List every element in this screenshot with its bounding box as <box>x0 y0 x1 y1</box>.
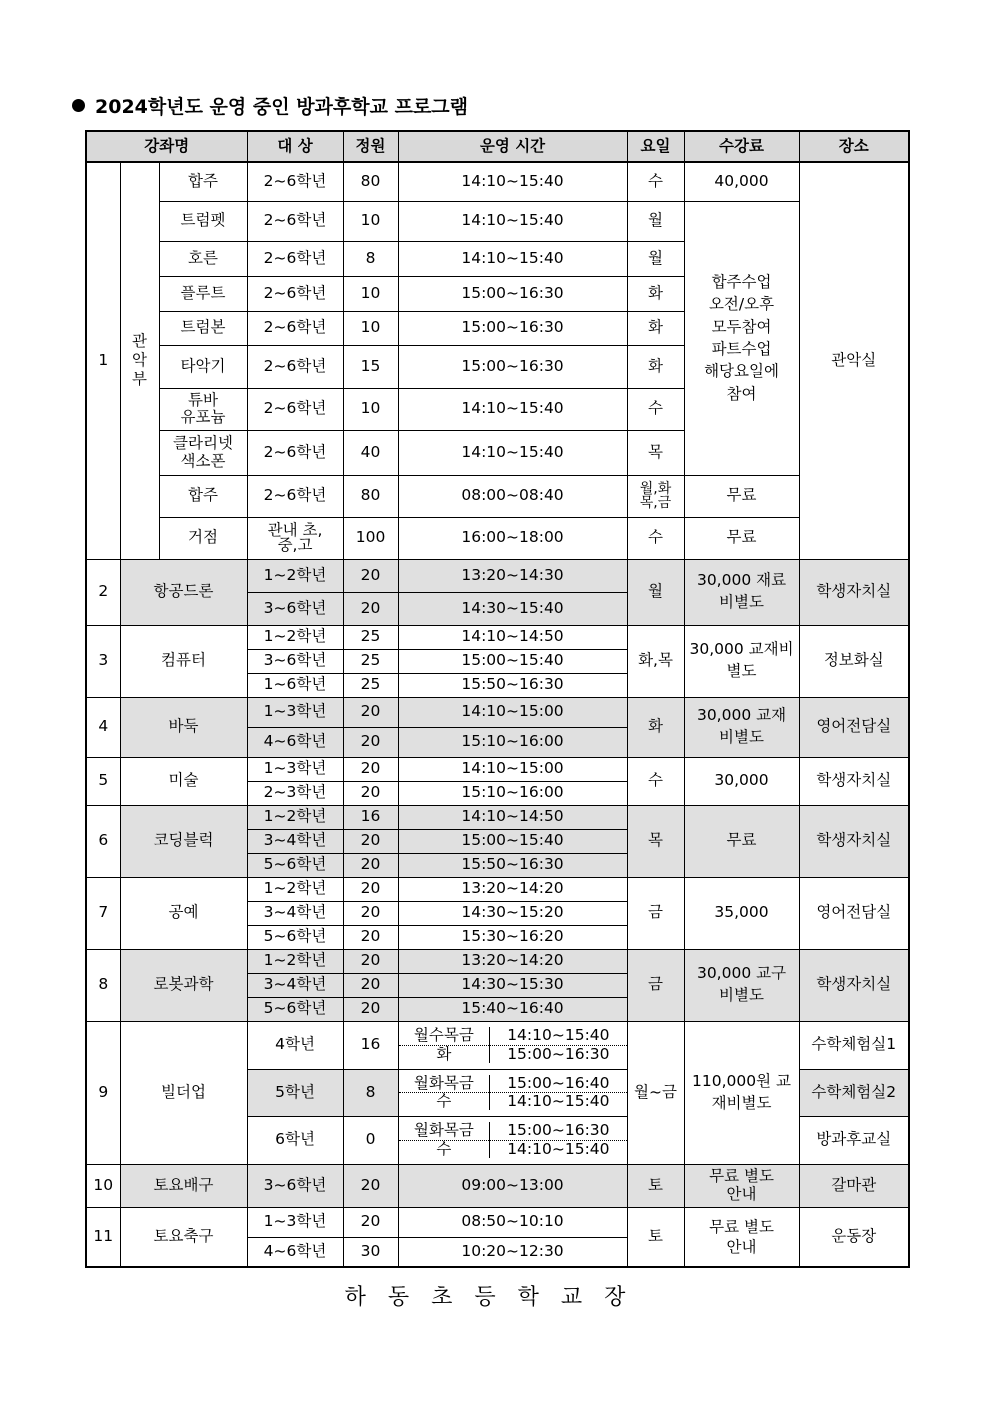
time: 14:10~15:40 <box>507 1092 610 1110</box>
fee: 무료 <box>684 517 799 559</box>
fee: 35,000 <box>684 877 799 949</box>
row-number: 1 <box>86 162 120 559</box>
capacity: 20 <box>343 781 398 805</box>
course-name: 클라리넷 색소폰 <box>159 430 247 475</box>
capacity: 25 <box>343 625 398 649</box>
time: 15:00~16:30 <box>398 276 627 311</box>
schedule-days: 수 <box>399 1093 490 1111</box>
target-grade: 2~6학년 <box>247 201 343 241</box>
day: 월 <box>627 201 684 241</box>
place: 학생자치실 <box>799 757 909 805</box>
capacity: 20 <box>343 829 398 853</box>
time-schedule <box>398 1116 627 1164</box>
day: 월~금 <box>627 1021 684 1164</box>
fee: 30,000 <box>684 757 799 805</box>
capacity: 15 <box>343 345 398 388</box>
capacity: 16 <box>343 805 398 829</box>
row-number: 6 <box>86 805 120 877</box>
target-grade: 5~6학년 <box>247 997 343 1021</box>
day: 화 <box>627 311 684 345</box>
course-name: 공예 <box>120 877 247 949</box>
row-number: 3 <box>86 625 120 697</box>
time: 14:10~15:40 <box>490 1027 627 1045</box>
course-name: 합주 <box>159 475 247 517</box>
course-name: 바둑 <box>120 697 247 757</box>
time: 10:20~12:30 <box>398 1237 627 1267</box>
place: 영어전담실 <box>799 877 909 949</box>
target-grade: 1~2학년 <box>247 625 343 649</box>
day: 화,목 <box>627 625 684 697</box>
time: 14:30~15:20 <box>398 901 627 925</box>
time: 08:00~08:40 <box>398 475 627 517</box>
program-table <box>85 130 910 1268</box>
capacity: 10 <box>343 201 398 241</box>
course-name: 로봇과학 <box>120 949 247 1021</box>
school-principal-signature: 하동초등학교장 <box>344 1285 648 1310</box>
day: 월 <box>627 241 684 276</box>
fee: 110,000원 교재비별도 <box>684 1021 799 1164</box>
target-grade: 3~6학년 <box>247 592 343 625</box>
course-name: 트럼본 <box>159 311 247 345</box>
target-grade: 1~2학년 <box>247 559 343 592</box>
schedule-days: 월화목금 <box>399 1075 490 1093</box>
capacity: 20 <box>343 757 398 781</box>
time: 14:10~15:40 <box>398 388 627 430</box>
course-name: 트럼펫 <box>159 201 247 241</box>
course-name: 토요축구 <box>120 1207 247 1267</box>
header-time: 운영 시간 <box>398 131 627 162</box>
fee: 40,000 <box>684 162 799 201</box>
fee: 무료 별도안내 <box>684 1164 799 1207</box>
table-row <box>86 1164 909 1207</box>
time: 15:10~16:00 <box>398 727 627 757</box>
target-grade: 1~2학년 <box>247 805 343 829</box>
header-fee: 수강료 <box>684 131 799 162</box>
table-row <box>86 949 909 973</box>
capacity: 0 <box>343 1116 398 1164</box>
fee: 30,000 교재비별도 <box>684 697 799 757</box>
target-grade: 3~4학년 <box>247 901 343 925</box>
page-title: 2024학년도 운영 중인 방과후학교 프로그램 <box>72 92 468 119</box>
capacity: 8 <box>343 1069 398 1116</box>
capacity: 20 <box>343 559 398 592</box>
target-grade: 5~6학년 <box>247 925 343 949</box>
day: 토 <box>627 1164 684 1207</box>
capacity: 20 <box>343 853 398 877</box>
table-row <box>86 757 909 781</box>
table-row <box>86 517 909 559</box>
target-grade: 1~6학년 <box>247 673 343 697</box>
capacity: 80 <box>343 162 398 201</box>
time: 14:10~15:00 <box>398 697 627 727</box>
time: 14:30~15:30 <box>398 973 627 997</box>
capacity: 30 <box>343 1237 398 1267</box>
table-row <box>86 162 909 201</box>
day: 화 <box>627 276 684 311</box>
table-row <box>86 877 909 901</box>
target-grade: 5~6학년 <box>247 853 343 877</box>
target-grade: 2~3학년 <box>247 781 343 805</box>
fee: 무료 <box>684 805 799 877</box>
row-number: 10 <box>86 1164 120 1207</box>
target-grade: 3~4학년 <box>247 973 343 997</box>
day: 금 <box>627 949 684 1021</box>
row-number: 9 <box>86 1021 120 1164</box>
day: 수 <box>627 388 684 430</box>
target-grade: 1~2학년 <box>247 877 343 901</box>
target-grade: 3~4학년 <box>247 829 343 853</box>
target-grade: 1~3학년 <box>247 757 343 781</box>
row-number: 7 <box>86 877 120 949</box>
course-name: 컴퓨터 <box>120 625 247 697</box>
time: 14:10~14:50 <box>398 625 627 649</box>
time: 15:00~15:40 <box>398 649 627 673</box>
table-row <box>86 805 909 829</box>
row-number: 2 <box>86 559 120 625</box>
day: 월,화 목,금 <box>627 475 684 517</box>
capacity: 20 <box>343 1164 398 1207</box>
time: 15:00~15:40 <box>398 829 627 853</box>
time: 15:00~16:30 <box>398 311 627 345</box>
place: 정보화실 <box>799 625 909 697</box>
row-number: 11 <box>86 1207 120 1267</box>
capacity: 20 <box>343 949 398 973</box>
table-row <box>86 1207 909 1237</box>
target-grade: 2~6학년 <box>247 388 343 430</box>
capacity: 16 <box>343 1021 398 1069</box>
time: 15:00~16:30 <box>507 1045 610 1063</box>
target-grade: 2~6학년 <box>247 241 343 276</box>
target-grade: 3~6학년 <box>247 649 343 673</box>
time-schedule <box>398 1021 627 1069</box>
day: 화 <box>627 697 684 757</box>
capacity: 25 <box>343 649 398 673</box>
table-row <box>86 1021 909 1069</box>
capacity: 20 <box>343 925 398 949</box>
time: 13:20~14:20 <box>398 949 627 973</box>
target-grade: 2~6학년 <box>247 430 343 475</box>
capacity: 20 <box>343 592 398 625</box>
header-name: 강좌명 <box>86 131 247 162</box>
time: 09:00~13:00 <box>398 1164 627 1207</box>
target-grade: 관내 초,중,고 <box>247 517 343 559</box>
time: 15:50~16:30 <box>398 853 627 877</box>
time: 14:10~15:40 <box>507 1140 610 1158</box>
capacity: 20 <box>343 727 398 757</box>
capacity: 20 <box>343 697 398 727</box>
time: 15:50~16:30 <box>398 673 627 697</box>
header-day: 요일 <box>627 131 684 162</box>
capacity: 10 <box>343 276 398 311</box>
group-name: 관악부 <box>120 162 159 559</box>
time: 15:00~16:30 <box>398 345 627 388</box>
time: 15:00~16:30 <box>490 1122 627 1140</box>
target-grade: 4~6학년 <box>247 1237 343 1267</box>
time: 14:10~15:40 <box>398 430 627 475</box>
row-number: 5 <box>86 757 120 805</box>
table-row <box>86 697 909 727</box>
course-name: 빌더업 <box>120 1021 247 1164</box>
course-name: 타악기 <box>159 345 247 388</box>
schedule-days: 월수목금 <box>399 1027 490 1045</box>
course-name: 합주 <box>159 162 247 201</box>
time: 15:30~16:20 <box>398 925 627 949</box>
capacity: 20 <box>343 901 398 925</box>
target-grade: 5학년 <box>247 1069 343 1116</box>
day: 수 <box>627 162 684 201</box>
table-row <box>86 559 909 592</box>
capacity: 20 <box>343 877 398 901</box>
table-row <box>86 475 909 517</box>
time: 14:10~15:40 <box>398 162 627 201</box>
time-schedule <box>398 1069 627 1116</box>
header-row <box>86 131 909 162</box>
day: 금 <box>627 877 684 949</box>
time: 14:10~15:40 <box>398 201 627 241</box>
target-grade: 2~6학년 <box>247 311 343 345</box>
time: 15:40~16:40 <box>398 997 627 1021</box>
time: 16:00~18:00 <box>398 517 627 559</box>
time: 08:50~10:10 <box>398 1207 627 1237</box>
place: 갈마관 <box>799 1164 909 1207</box>
capacity: 20 <box>343 973 398 997</box>
target-grade: 6학년 <box>247 1116 343 1164</box>
target-grade: 2~6학년 <box>247 475 343 517</box>
capacity: 8 <box>343 241 398 276</box>
course-name: 미술 <box>120 757 247 805</box>
course-name: 거점 <box>159 517 247 559</box>
day: 화 <box>627 345 684 388</box>
fee-note: 합주수업 오전/오후 모두참여 파트수업 해당요일에 참여 <box>684 201 799 475</box>
fee: 무료 <box>684 475 799 517</box>
course-name: 코딩블럭 <box>120 805 247 877</box>
target-grade: 2~6학년 <box>247 276 343 311</box>
place: 학생자치실 <box>799 949 909 1021</box>
target-grade: 2~6학년 <box>247 345 343 388</box>
table-row <box>86 625 909 649</box>
day: 토 <box>627 1207 684 1267</box>
time: 14:10~15:00 <box>398 757 627 781</box>
capacity: 25 <box>343 673 398 697</box>
schedule-days: 월화목금 <box>399 1122 490 1140</box>
header-target: 대 상 <box>247 131 343 162</box>
course-name: 호른 <box>159 241 247 276</box>
day: 월 <box>627 559 684 625</box>
target-grade: 2~6학년 <box>247 162 343 201</box>
place: 운동장 <box>799 1207 909 1267</box>
fee: 30,000 교재비 별도 <box>684 625 799 697</box>
time: 14:30~15:40 <box>398 592 627 625</box>
fee: 30,000 교구비별도 <box>684 949 799 1021</box>
day: 목 <box>627 805 684 877</box>
capacity: 100 <box>343 517 398 559</box>
row-number: 8 <box>86 949 120 1021</box>
place: 수학체험실1 <box>799 1021 909 1069</box>
time: 15:00~16:40 <box>490 1075 627 1093</box>
target-grade: 1~3학년 <box>247 697 343 727</box>
bullet-icon <box>72 99 85 112</box>
place: 수학체험실2 <box>799 1069 909 1116</box>
capacity: 80 <box>343 475 398 517</box>
target-grade: 4~6학년 <box>247 727 343 757</box>
target-grade: 1~2학년 <box>247 949 343 973</box>
course-name: 항공드론 <box>120 559 247 625</box>
capacity: 20 <box>343 1207 398 1237</box>
capacity: 10 <box>343 311 398 345</box>
place: 학생자치실 <box>799 805 909 877</box>
course-name: 튜바 유포늄 <box>159 388 247 430</box>
time: 13:20~14:30 <box>398 559 627 592</box>
capacity: 10 <box>343 388 398 430</box>
day: 목 <box>627 430 684 475</box>
row-number: 4 <box>86 697 120 757</box>
day: 수 <box>627 757 684 805</box>
capacity: 20 <box>343 997 398 1021</box>
course-name: 플루트 <box>159 276 247 311</box>
course-name: 토요배구 <box>120 1164 247 1207</box>
target-grade: 3~6학년 <box>247 1164 343 1207</box>
fee: 30,000 재료비별도 <box>684 559 799 625</box>
target-grade: 1~3학년 <box>247 1207 343 1237</box>
place: 학생자치실 <box>799 559 909 625</box>
time: 14:10~15:40 <box>398 241 627 276</box>
fee: 무료 별도안내 <box>684 1207 799 1267</box>
capacity: 40 <box>343 430 398 475</box>
place: 영어전담실 <box>799 697 909 757</box>
time: 13:20~14:20 <box>398 877 627 901</box>
time: 14:10~14:50 <box>398 805 627 829</box>
time: 15:10~16:00 <box>398 781 627 805</box>
schedule-days: 화 <box>399 1045 490 1063</box>
place: 관악실 <box>799 162 909 559</box>
place: 방과후교실 <box>799 1116 909 1164</box>
target-grade: 4학년 <box>247 1021 343 1069</box>
table-row <box>86 201 909 241</box>
day: 수 <box>627 517 684 559</box>
header-place: 장소 <box>799 131 909 162</box>
header-capacity: 정원 <box>343 131 398 162</box>
schedule-days: 수 <box>399 1140 490 1158</box>
